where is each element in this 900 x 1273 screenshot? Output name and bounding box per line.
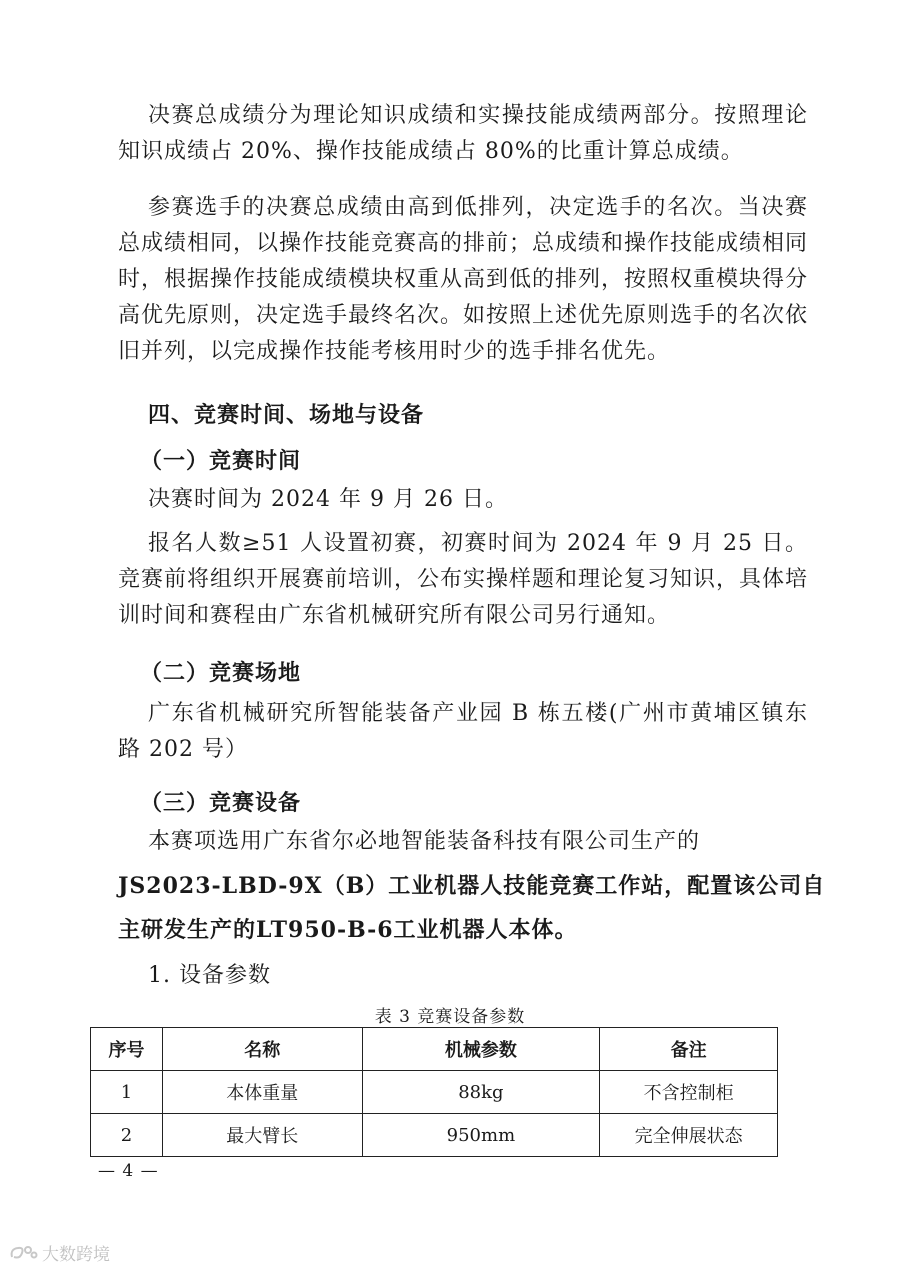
subheading-venue: （二）竞赛场地 <box>140 661 302 686</box>
header-mech-params: 机械参数 <box>362 1028 600 1071</box>
equipment-subheading-params: 1. 设备参数 <box>148 963 271 988</box>
watermark-text: 大数跨境 <box>42 1245 110 1265</box>
paragraph-ranking-rules: 参赛选手的决赛总成绩由高到低排列，决定选手的名次。当决赛总成绩相同，以操作技能竞赛高的排前；总成绩和操作技能成绩相同时，根据操作技能成绩模块权重从高到低的排列，按照权重模块得分高优先原则，决定选手最终名次。如按照上述优先原则选手的名次依旧并列，以完成操作技能考核用时少的选手排名优先。 <box>118 195 809 364</box>
watermark-logo-icon <box>8 1243 38 1263</box>
cell-value: 88kg <box>362 1071 600 1114</box>
cell-value: 950mm <box>362 1114 600 1157</box>
cell-index: 1 <box>91 1071 163 1114</box>
section-heading-4: 四、竞赛时间、场地与设备 <box>148 403 425 428</box>
cell-remark: 完全伸展状态 <box>600 1114 778 1157</box>
paragraph-final-time: 决赛时间为 2024 年 9 月 26 日。 <box>148 487 508 512</box>
cell-name: 本体重量 <box>162 1071 362 1114</box>
equipment-line-3: 主研发生产的LT950-B-6工业机器人本体。 <box>118 917 578 943</box>
equipment-line-2: JS2023-LBD-9X（B）工业机器人技能竞赛工作站，配置该公司自 <box>118 873 826 899</box>
equipment-params-table <box>90 1027 778 1157</box>
header-remarks: 备注 <box>600 1028 778 1071</box>
table-caption: 表 3 竞赛设备参数 <box>374 1007 526 1027</box>
table-header-row <box>91 1028 778 1071</box>
page-number: — 4 — <box>98 1161 159 1181</box>
paragraph-score-composition: 决赛总成绩分为理论知识成绩和实操技能成绩两部分。按照理论知识成绩占 20%、操作技能成绩占 80%的比重计算总成绩。 <box>118 103 808 164</box>
paragraph-prelim-time: 报名人数≥51 人设置初赛，初赛时间为 2024 年 9 月 25 日。竞赛前将组织开展赛前培训，公布实操样题和理论复习知识，具体培训时间和赛程由广东省机械研究所有限公司另行通知。 <box>118 531 809 628</box>
header-index: 序号 <box>91 1028 163 1071</box>
table-row <box>91 1071 778 1114</box>
cell-index: 2 <box>91 1114 163 1157</box>
equipment-line-1: 本赛项选用广东省尔必地智能装备科技有限公司生产的 <box>148 829 701 854</box>
watermark <box>8 1240 110 1265</box>
cell-remark: 不含控制柜 <box>600 1071 778 1114</box>
cell-name: 最大臂长 <box>162 1114 362 1157</box>
subheading-equipment: （三）竞赛设备 <box>140 791 302 816</box>
paragraph-venue: 广东省机械研究所智能装备产业园 B 栋五楼(广州市黄埔区镇东路 202 号） <box>118 701 808 762</box>
subheading-time: （一）竞赛时间 <box>140 449 302 474</box>
table-row <box>91 1114 778 1157</box>
header-name: 名称 <box>162 1028 362 1071</box>
